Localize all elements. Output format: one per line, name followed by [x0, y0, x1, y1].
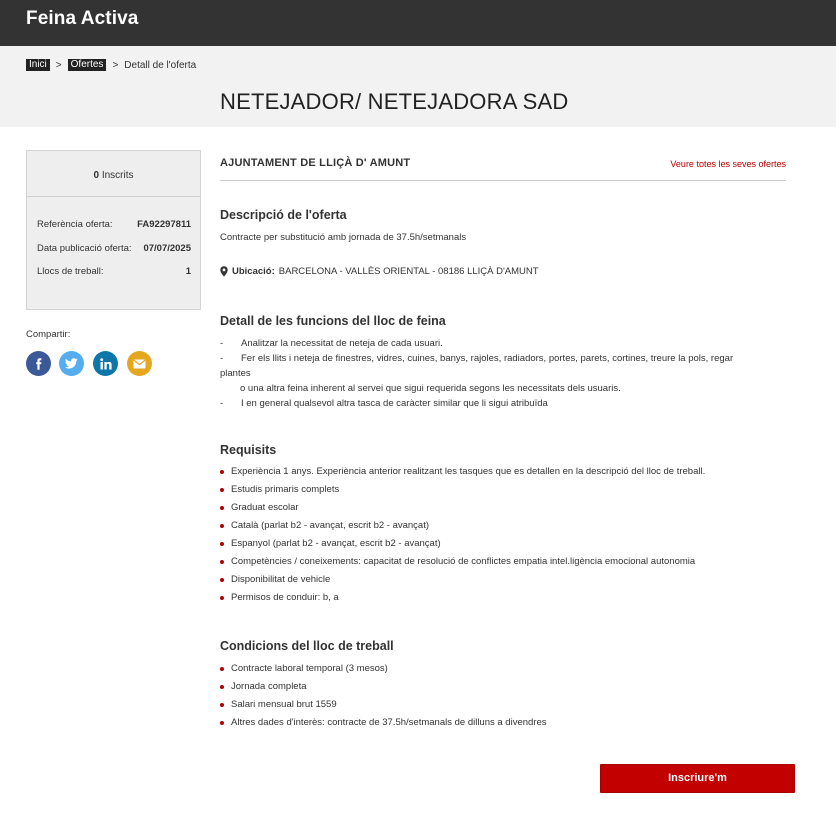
list-item-continuation: plantes — [220, 368, 251, 379]
list-item — [220, 499, 786, 517]
inscrits-count — [27, 151, 200, 197]
meta-label: Data publicació oferta: — [37, 243, 132, 254]
list-item — [220, 517, 786, 535]
meta-value: FA92297811 — [137, 219, 191, 230]
meta-value: 07/07/2025 — [143, 243, 191, 254]
bullet-dot — [220, 542, 224, 546]
list-dash: - — [220, 398, 224, 409]
list-item-text: Jornada completa — [231, 681, 307, 692]
list-item — [220, 678, 786, 696]
list-item-text: I en general qualsevol altra tasca de caràcter similar que li sigui atribuïda — [241, 398, 548, 409]
bullet-dot — [220, 578, 224, 582]
list-item — [220, 696, 786, 714]
list-item-text: Disponibilitat de vehicle — [231, 574, 331, 585]
list-item — [220, 571, 786, 589]
bullet-dot — [220, 524, 224, 528]
meta-reference — [37, 219, 191, 230]
list-item-text: Altres dades d'interès: contracte de 37.5h/setmanals de dilluns a divendres — [231, 717, 547, 728]
share-email-button[interactable] — [127, 351, 152, 376]
share-label: Compartir: — [26, 329, 71, 340]
linkedin-icon — [100, 358, 112, 370]
share-facebook-button[interactable] — [26, 351, 51, 376]
bullet-dot — [220, 721, 224, 725]
breadcrumb-current: Detall de l'oferta — [124, 59, 197, 71]
bullet-dot — [220, 470, 224, 474]
description-heading: Descripció de l'oferta — [220, 208, 347, 222]
list-item — [220, 396, 786, 411]
employer-name: AJUNTAMENT DE LLIÇÀ D' AMUNT — [220, 157, 411, 169]
bullet-dot — [220, 685, 224, 689]
apply-button[interactable]: Inscriure'm — [600, 764, 795, 793]
list-item-text: Competències / coneixements: capacitat de resolució de conflictes empatia intel.ligència emocional autonomia — [231, 556, 696, 567]
list-item-text: Català (parlat b2 - avançat, escrit b2 - avançat) — [231, 520, 430, 531]
list-item-text: Salari mensual brut 1559 — [231, 699, 337, 710]
list-item-text: Estudis primaris complets — [231, 484, 340, 495]
requirements-heading: Requisits — [220, 443, 277, 457]
list-item — [220, 553, 786, 571]
twitter-icon — [65, 358, 78, 369]
list-item-text: Experiència 1 anys. Experiència anterior realitzant les tasques que es detallen en la descripció del lloc de treball. — [231, 466, 706, 477]
list-item — [220, 336, 786, 351]
see-all-offers-link[interactable]: Veure totes les seves ofertes — [670, 159, 786, 169]
breadcrumb-home-link[interactable]: Inici — [26, 59, 50, 71]
description-text: Contracte per substitució amb jornada de 37.5h/setmanals — [220, 232, 467, 243]
list-item-text: Graduat escolar — [231, 502, 299, 513]
conditions-heading: Condicions del lloc de treball — [220, 639, 394, 653]
list-dash: - — [220, 338, 224, 349]
page-header — [0, 46, 836, 127]
list-item-text: Fer els llits i neteja de finestres, vidres, cuines, banys, rajoles, radiadors, portes, parets, cortines, treure la pols, regar — [241, 353, 734, 364]
meta-value: 1 — [185, 266, 191, 277]
list-item-text: Contracte laboral temporal (3 mesos) — [231, 663, 388, 674]
share-linkedin-button[interactable] — [93, 351, 118, 376]
list-item-text: Analitzar la necessitat de neteja de cada usuari. — [241, 338, 443, 349]
page-title: NETEJADOR/ NETEJADORA SAD — [220, 89, 569, 114]
list-item — [220, 351, 786, 366]
meta-label: Referència oferta: — [37, 219, 113, 230]
location-label: Ubicació: — [232, 266, 275, 277]
brand-logo[interactable]: Feina Activa — [26, 8, 139, 29]
list-item — [220, 714, 786, 732]
inscrits-number: 0 — [93, 170, 100, 181]
list-item — [220, 535, 786, 553]
top-bar — [0, 0, 836, 46]
breadcrumb-offers-link[interactable]: Ofertes — [68, 59, 107, 71]
bullet-dot — [220, 560, 224, 564]
functions-list — [220, 336, 786, 411]
list-item — [220, 589, 786, 607]
meta-positions — [37, 266, 191, 277]
list-item — [220, 463, 786, 481]
list-item-text: Permisos de conduir: b, a — [231, 592, 339, 603]
facebook-icon — [33, 358, 45, 370]
breadcrumb-separator: > — [55, 59, 62, 71]
list-item-text: Espanyol (parlat b2 - avançat, escrit b2 - avançat) — [231, 538, 441, 549]
email-icon — [133, 359, 146, 369]
list-item-continuation: o una altra feina inherent al servei que sigui requerida segons les necessitats dels usuaris. — [240, 383, 621, 394]
bullet-dot — [220, 667, 224, 671]
requirements-list — [220, 463, 786, 607]
share-twitter-button[interactable] — [59, 351, 84, 376]
list-item — [220, 660, 786, 678]
location-value: BARCELONA - VALLÈS ORIENTAL - 08186 LLIÇÀ D'AMUNT — [278, 266, 539, 277]
inscrits-label: Inscrits — [101, 170, 134, 181]
bullet-dot — [220, 596, 224, 600]
meta-label: Llocs de treball: — [37, 266, 104, 277]
list-item — [220, 481, 786, 499]
location — [220, 266, 539, 277]
meta-publication-date — [37, 243, 191, 254]
bullet-dot — [220, 488, 224, 492]
divider — [220, 180, 786, 181]
bullet-dot — [220, 506, 224, 510]
bullet-dot — [220, 703, 224, 707]
functions-heading: Detall de les funcions del lloc de feina — [220, 314, 446, 328]
offer-summary-card — [26, 150, 201, 310]
breadcrumb — [26, 59, 196, 71]
list-dash: - — [220, 353, 224, 364]
breadcrumb-separator: > — [112, 59, 119, 71]
map-pin-icon — [220, 266, 228, 277]
conditions-list — [220, 660, 786, 732]
